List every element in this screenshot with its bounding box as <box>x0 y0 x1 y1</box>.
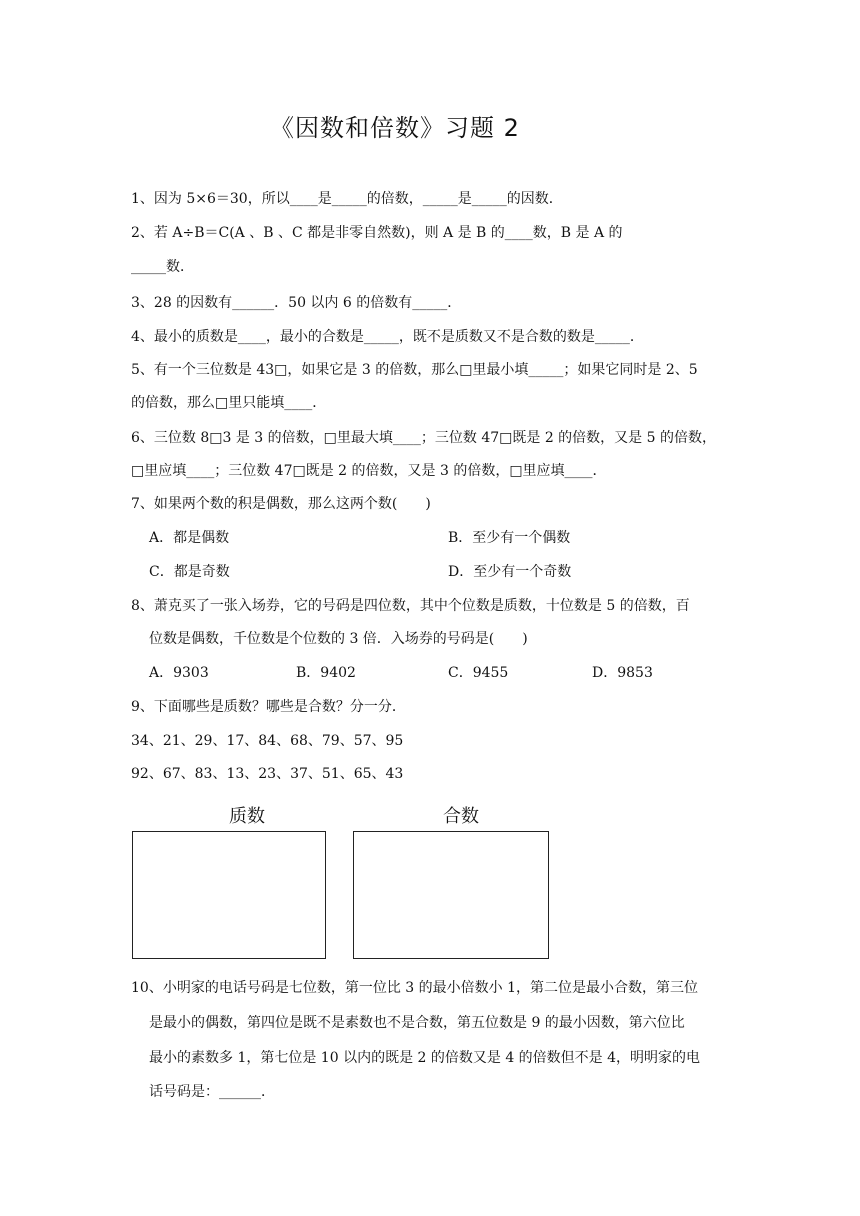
question-4: 4、最小的质数是____，最小的合数是_____，既不是质数又不是合数的数是_____． <box>131 329 644 345</box>
question-2-line-1: 2、若 A÷B＝C(A 、B 、C 都是非零自然数)，则 A 是 B 的____数，B 是 A 的 <box>131 225 623 241</box>
question-10-line-4: 话号码是：______． <box>149 1084 275 1100</box>
question-5-line-2: 的倍数，那么□里只能填____． <box>131 395 327 411</box>
question-5-line-1: 5、有一个三位数是 43□，如果它是 3 的倍数，那么□里最小填_____；如果它同时是 2、5 <box>131 362 698 378</box>
question-7-option-d: D．至少有一个奇数 <box>448 564 572 580</box>
composite-answer-box[interactable] <box>353 831 549 959</box>
question-7-option-c: C．都是奇数 <box>149 564 230 580</box>
question-7-option-b: B．至少有一个偶数 <box>448 530 571 546</box>
question-6-line-2: □里应填____；三位数 47□既是 2 的倍数，又是 3 的倍数，□里应填____． <box>131 463 607 479</box>
question-8-option-a: A．9303 <box>149 665 209 681</box>
question-7-option-a: A．都是偶数 <box>149 530 230 546</box>
page-title: 《因数和倍数》习题 2 <box>270 114 520 142</box>
question-7: 7、如果两个数的积是偶数，那么这两个数( ) <box>131 496 431 512</box>
question-2-line-2: _____数． <box>131 259 194 275</box>
prime-answer-box[interactable] <box>132 831 326 959</box>
question-1: 1、因为 5×6＝30，所以____是_____的倍数，_____是_____的因数． <box>131 191 563 207</box>
composite-box-label: 合数 <box>443 806 479 827</box>
question-8-line-2: 位数是偶数，千位数是个位数的 3 倍．入场券的号码是( ) <box>149 631 528 647</box>
question-10-line-1: 10、小明家的电话号码是七位数，第一位比 3 的最小倍数小 1，第二位是最小合数，第三位 <box>131 980 698 996</box>
question-9-numbers-1: 34、21、29、17、84、68、79、57、95 <box>131 733 404 749</box>
question-6-line-1: 6、三位数 8□3 是 3 的倍数，□里最大填____；三位数 47□既是 2 的倍数，又是 5 的倍数， <box>131 430 716 446</box>
question-8-option-d: D．9853 <box>592 665 653 681</box>
question-9-numbers-2: 92、67、83、13、23、37、51、65、43 <box>131 766 404 782</box>
question-8-option-b: B．9402 <box>296 665 356 681</box>
question-9: 9、下面哪些是质数？哪些是合数？分一分． <box>131 699 406 715</box>
prime-box-label: 质数 <box>229 806 265 827</box>
question-3: 3、28 的因数有______．50 以内 6 的倍数有_____． <box>131 295 462 311</box>
question-10-line-2: 是最小的偶数，第四位是既不是素数也不是合数，第五位数是 9 的最小因数，第六位比 <box>149 1015 685 1031</box>
question-8-option-c: C．9455 <box>448 665 509 681</box>
question-8-line-1: 8、萧克买了一张入场券，它的号码是四位数，其中个位数是质数，十位数是 5 的倍数，百 <box>131 598 690 614</box>
question-10-line-3: 最小的素数多 1，第七位是 10 以内的既是 2 的倍数又是 4 的倍数但不是 4，明明家的电 <box>149 1050 701 1066</box>
